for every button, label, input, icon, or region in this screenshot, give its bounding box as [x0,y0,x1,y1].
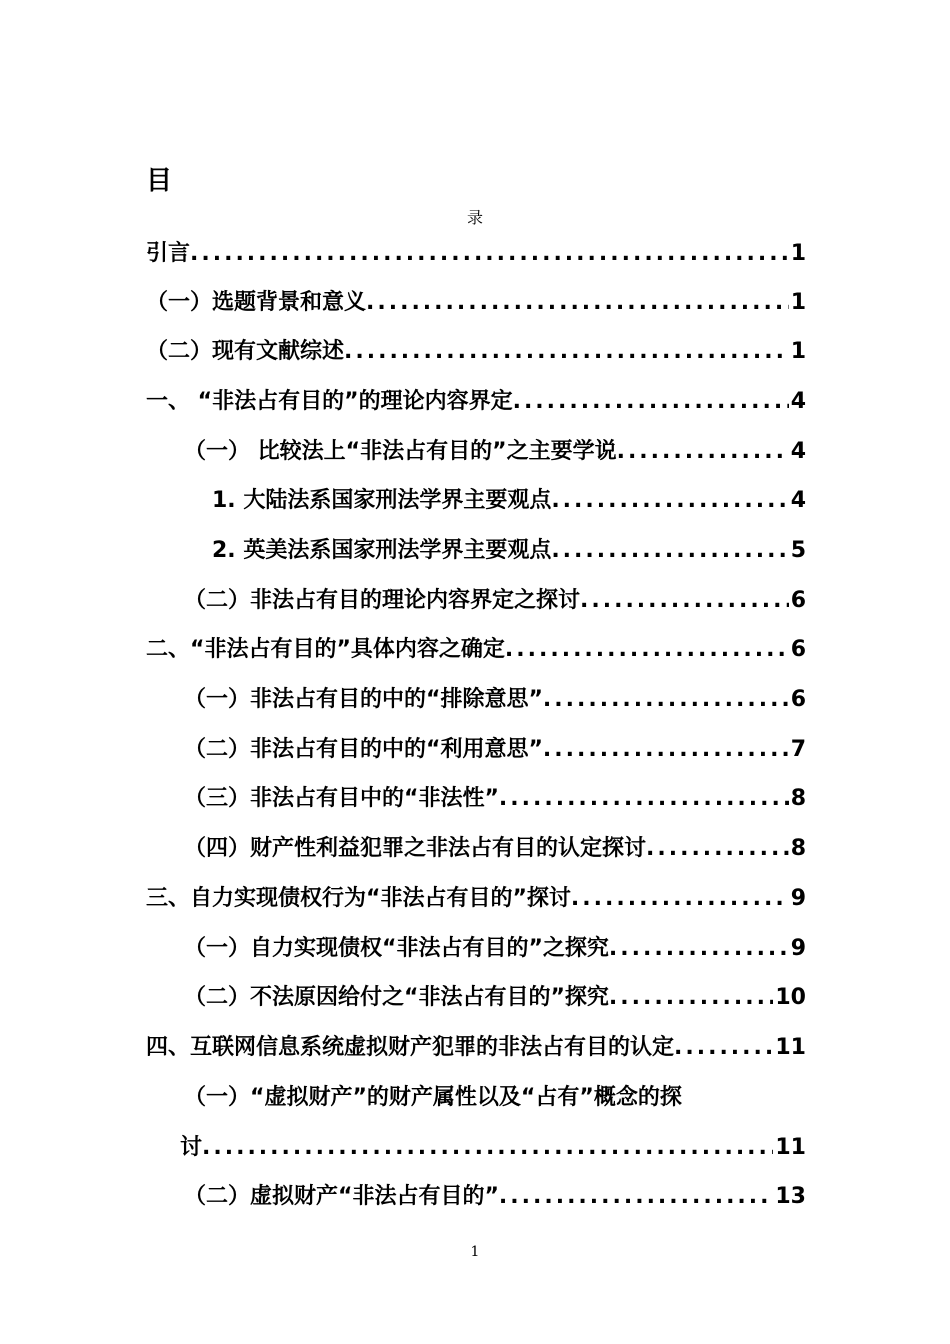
toc-entry-page: 7 [790,737,806,762]
page-number: 1 [470,1244,480,1260]
toc-entry-text: 四、互联网信息系统虚拟财产犯罪的非法占有目的认定 [146,1035,675,1060]
toc-leader-dots [543,680,789,720]
toc-entry-page: 13 [775,1184,806,1209]
toc-entry-page: 10 [775,985,806,1010]
toc-entry-text: 引言 [146,241,191,266]
toc-leader-dots [202,1128,773,1168]
toc-leader-dots [551,531,788,571]
toc-title-part1: 目 [146,166,173,196]
toc-entry-page: 11 [775,1135,806,1160]
toc-entry[interactable] [180,1128,806,1168]
toc-entry-page: 8 [790,786,806,811]
toc-entry[interactable] [184,829,806,869]
toc-entry-page: 11 [775,1035,806,1060]
toc-leader-dots [344,332,789,372]
toc-entry-text: 讨 [180,1135,203,1160]
toc-entry-page: 8 [790,836,806,861]
toc-entry-text: 一、 “非法占有目的”的理论内容界定 [146,389,513,414]
toc-leader-dots [513,382,789,422]
toc-entry-text: （三）非法占有目中的“非法性” [184,786,499,811]
toc-entry-text: （一）“虚拟财产”的财产属性以及“占有”概念的探 [184,1085,682,1110]
toc-leader-dots [609,978,773,1018]
toc-leader-dots [646,829,789,869]
toc-entry[interactable] [184,581,806,621]
toc-entry[interactable] [184,680,806,720]
toc-entry-text: （一）选题背景和意义 [146,290,367,315]
toc-entry[interactable] [146,1028,806,1068]
toc-entry[interactable] [184,978,806,1018]
toc-entry-text: （一） 比较法上“非法占有目的”之主要学说 [184,439,617,464]
toc-entry[interactable] [146,382,806,422]
toc-entry-text: 1. 大陆法系国家刑法学界主要观点 [212,488,552,513]
toc-leader-dots [499,1177,773,1217]
toc-entry-text: （二）非法占有目的理论内容界定之探讨 [184,588,581,613]
toc-entry-text: （四）财产性利益犯罪之非法占有目的认定探讨 [184,836,647,861]
toc-entry[interactable] [146,879,806,919]
toc-entry[interactable] [184,929,806,969]
toc-entry[interactable] [212,481,806,521]
toc-entry-page: 9 [790,886,806,911]
toc-entry-text: 三、自力实现债权行为“非法占有目的”探讨 [146,886,571,911]
toc-entry-page: 1 [790,290,806,315]
toc-entry[interactable] [184,432,806,472]
toc-entry-text: （一）非法占有目的中的“排除意思” [184,687,543,712]
toc-entry[interactable] [146,234,806,274]
toc-entry[interactable] [184,1177,806,1217]
toc-leader-dots [551,481,788,521]
toc-leader-dots [609,929,789,969]
toc-entry[interactable] [146,630,806,670]
toc-entry-text: （二）虚拟财产“非法占有目的” [184,1184,499,1209]
toc-entry-text: （一）自力实现债权“非法占有目的”之探究 [184,936,609,961]
toc-entry-page: 4 [790,488,806,513]
toc-entry[interactable] [146,332,806,372]
toc-entry-text: 二、“非法占有目的”具体内容之确定 [146,637,505,662]
toc-leader-dots [580,581,789,621]
toc-entry-page: 6 [790,637,806,662]
toc-leader-dots [190,234,789,274]
toc-entry-page: 1 [790,241,806,266]
toc-leader-dots [505,630,789,670]
toc-entry[interactable] [184,730,806,770]
toc-entry-text: （二）非法占有目的中的“利用意思” [184,737,543,762]
toc-entry-text: 2. 英美法系国家刑法学界主要观点 [212,538,552,563]
toc-entry-page: 6 [790,588,806,613]
toc-entry-page: 6 [790,687,806,712]
toc-entry-page: 4 [790,439,806,464]
toc-entry-page: 4 [790,389,806,414]
toc-entry-text: （二）现有文献综述 [146,339,345,364]
toc-entry-page: 1 [790,339,806,364]
toc-entry-wrapped-line[interactable] [184,1078,682,1118]
toc-leader-dots [366,283,789,323]
toc-entry-text: （二）不法原因给付之“非法占有目的”探究 [184,985,609,1010]
toc-title-part2: 录 [466,208,483,227]
toc-entry[interactable] [146,283,806,323]
toc-leader-dots [499,779,789,819]
toc-entry-page: 5 [790,538,806,563]
toc-leader-dots [674,1028,773,1068]
toc-entry-page: 9 [790,936,806,961]
toc-entry[interactable] [184,779,806,819]
toc-leader-dots [571,879,789,919]
toc-leader-dots [617,432,789,472]
toc-entry[interactable] [212,531,806,571]
toc-leader-dots [543,730,789,770]
